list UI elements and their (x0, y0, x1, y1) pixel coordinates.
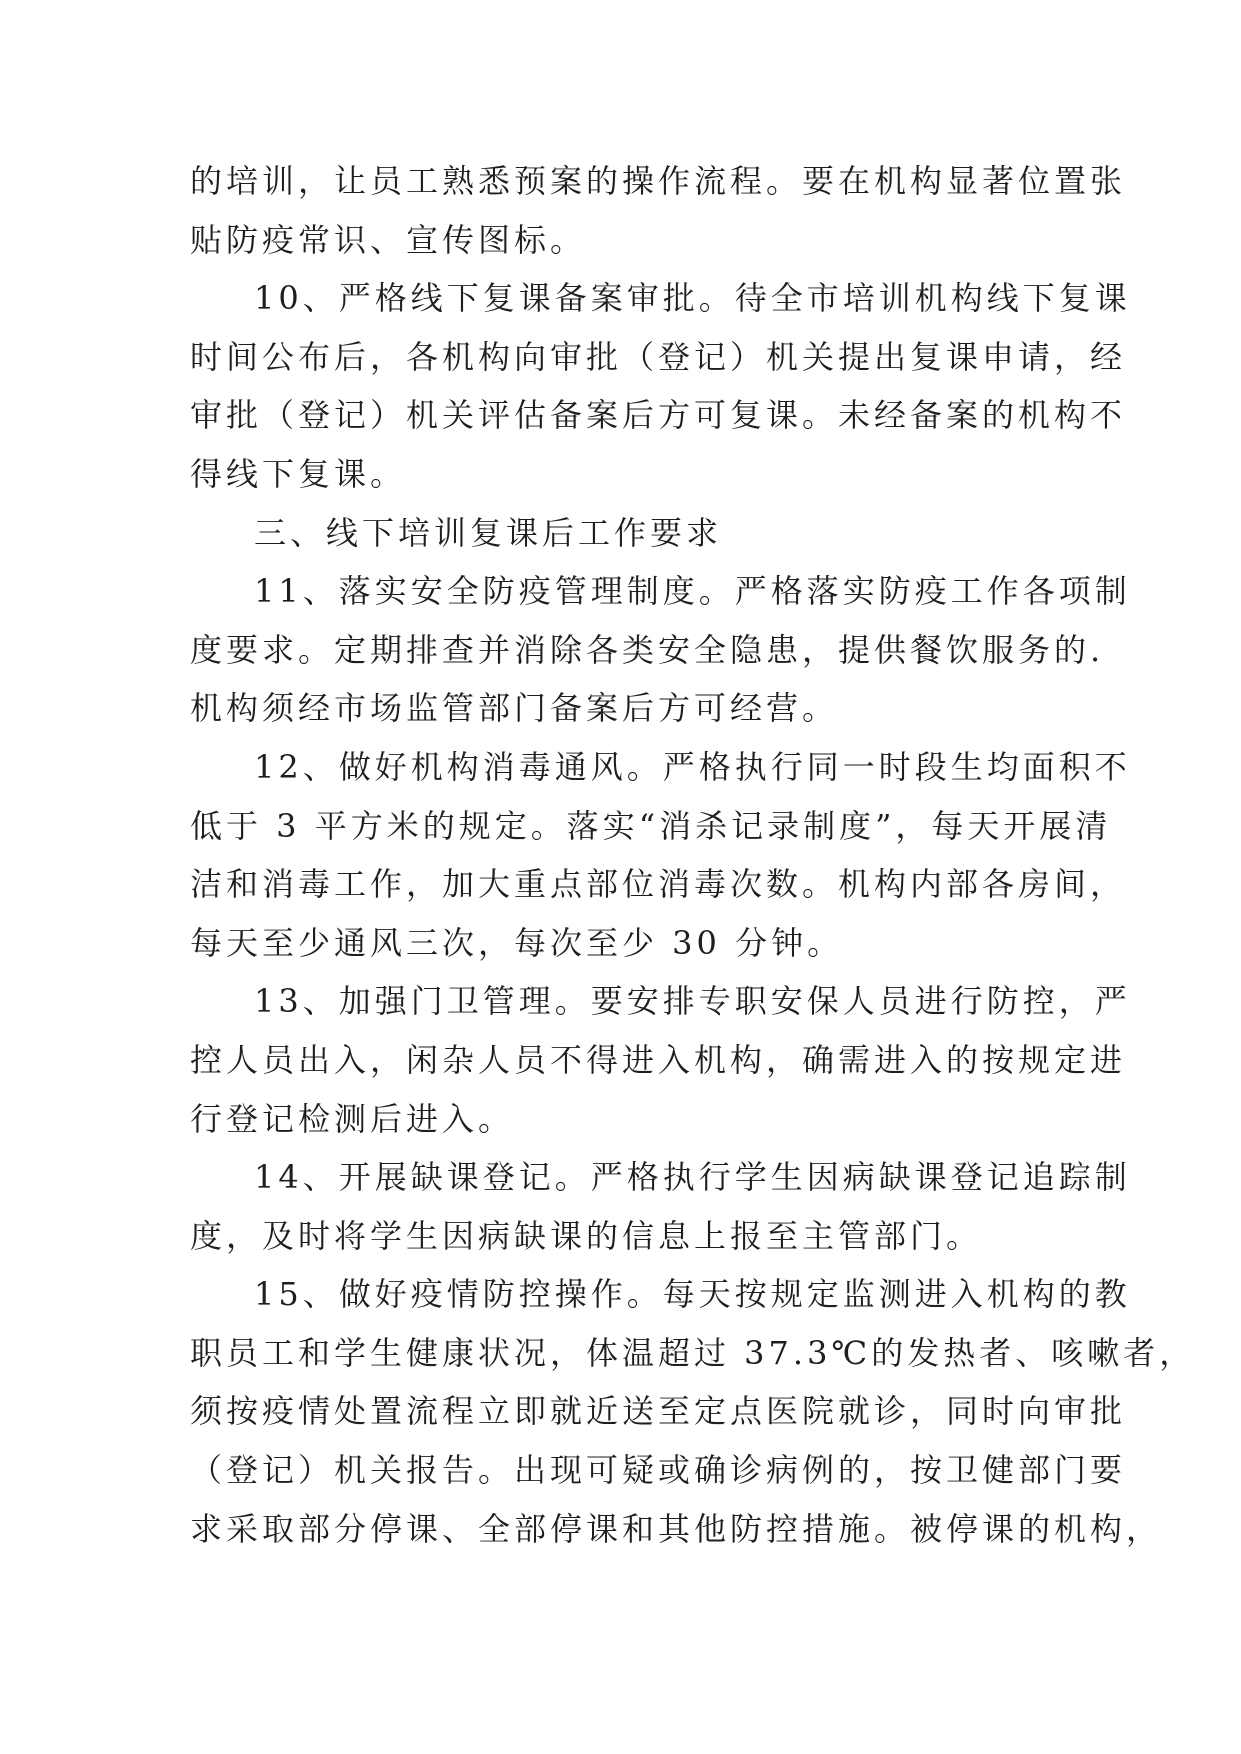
text-line: 的培训，让员工熟悉预案的操作流程。要在机构显著位置张 (190, 162, 1127, 200)
text-line: 控人员出入，闲杂人员不得进入机构，确需进入的按规定进 (190, 1040, 1127, 1079)
text-line: 14、开展缺课登记。严格执行学生因病缺课登记追踪制 (254, 1158, 1131, 1197)
text-line: 行登记检测后进入。 (190, 1099, 515, 1138)
text-line: 洁和消毒工作，加大重点部位消毒次数。机构内部各房间， (190, 865, 1127, 904)
text-line: 职员工和学生健康状况，体温超过 37.3℃的发热者、咳嗽者， (190, 1333, 1196, 1372)
text-line: 度要求。定期排查并消除各类安全隐患，提供餐饮服务的. (190, 630, 1105, 669)
text-line: 度，及时将学生因病缺课的信息上报至主管部门。 (190, 1216, 983, 1255)
document-body (190, 152, 1196, 1558)
text-line: 10、严格线下复课备案审批。待全市培训机构线下复课 (254, 279, 1131, 318)
text-line: 审批（登记）机关评估备案后方可复课。未经备案的机构不 (190, 396, 1127, 435)
text-line: 贴防疫常识、宣传图标。 (190, 220, 587, 259)
text-line: （登记）机关报告。出现可疑或确诊病例的，按卫健部门要 (190, 1451, 1127, 1490)
section-heading: 三、线下培训复课后工作要求 (254, 513, 723, 552)
text-line: 时间公布后，各机构向审批（登记）机关提出复课申请，经 (190, 337, 1127, 376)
text-line: 11、落实安全防疫管理制度。严格落实防疫工作各项制 (254, 572, 1131, 611)
text-line: 12、做好机构消毒通风。严格执行同一时段生均面积不 (254, 747, 1131, 786)
text-line: 每天至少通风三次，每次至少 30 分钟。 (190, 923, 844, 962)
text-line: 低于 3 平方米的规定。落实“消杀记录制度”，每天开展清 (190, 806, 1112, 845)
text-line: 机构须经市场监管部门备案后方可经营。 (190, 689, 839, 728)
text-line: 求采取部分停课、全部停课和其他防控措施。被停课的机构， (190, 1509, 1163, 1548)
text-line: 13、加强门卫管理。要安排专职安保人员进行防控，严 (254, 982, 1131, 1021)
text-line: 须按疫情处置流程立即就近送至定点医院就诊，同时向审批 (190, 1392, 1127, 1431)
text-line: 得线下复课。 (190, 454, 407, 493)
text-line: 15、做好疫情防控操作。每天按规定监测进入机构的教 (254, 1275, 1131, 1314)
